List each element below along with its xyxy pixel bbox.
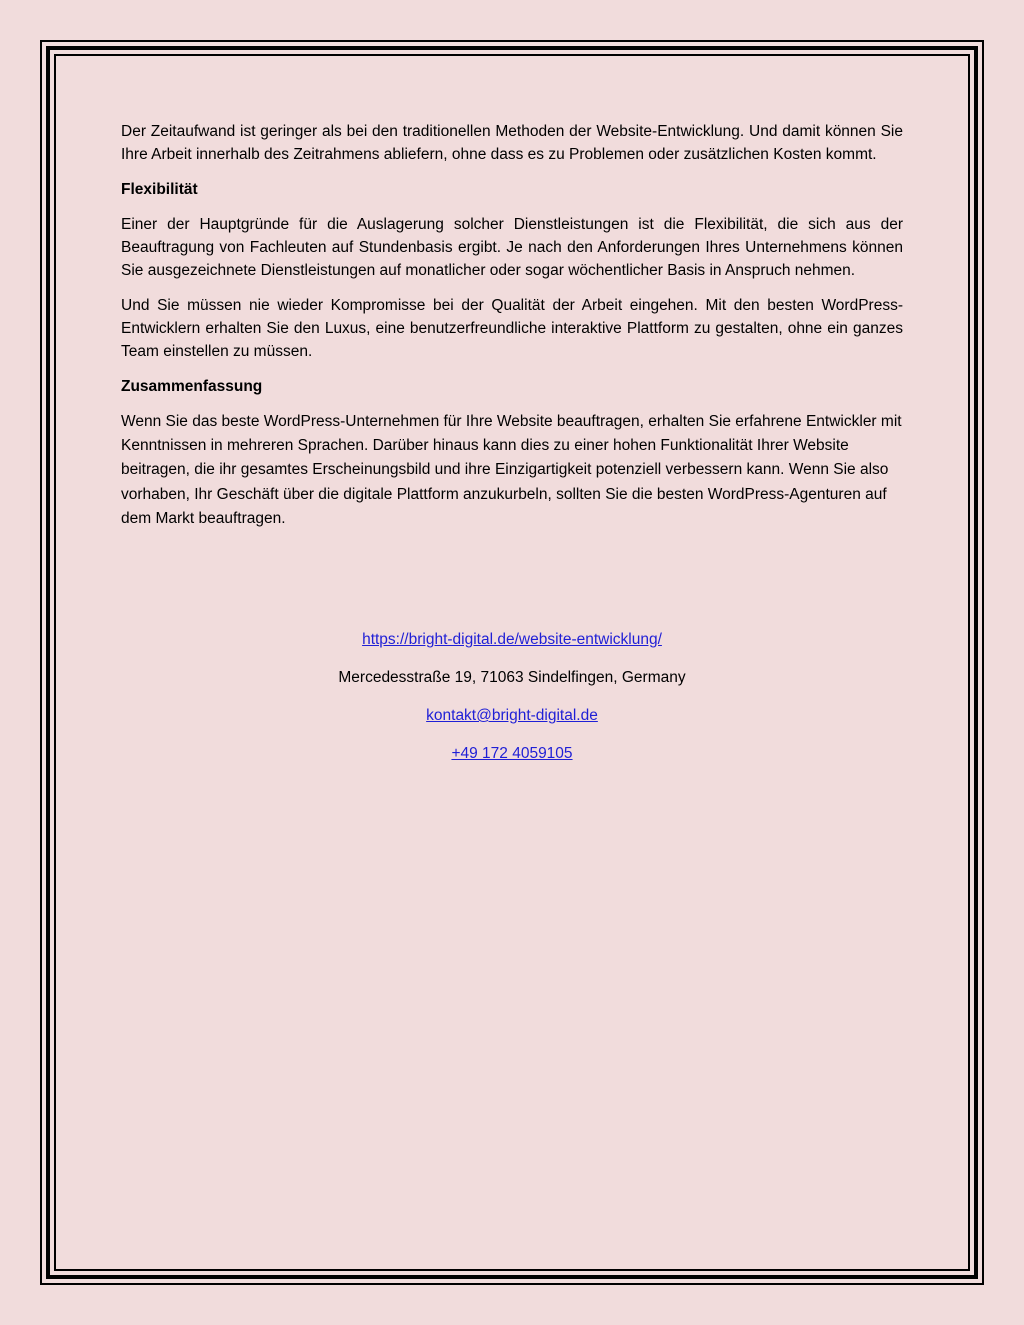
heading-flexibility: Flexibilität bbox=[121, 181, 198, 198]
address-text: Mercedesstraße 19, 71063 Sindelfingen, Germany bbox=[338, 669, 686, 686]
contact-block bbox=[121, 628, 903, 780]
website-link[interactable]: https://bright-digital.de/website-entwicklung/ bbox=[362, 631, 662, 648]
email-link[interactable]: kontakt@bright-digital.de bbox=[426, 707, 598, 724]
paragraph-flexibility: Einer der Hauptgründe für die Auslagerung solcher Dienstleistungen ist die Flexibilität, die sich aus der Beauftragung von Fachleuten auf Stundenbasis ergibt. Je nach den Anforderungen Ihres Unternehmens können Sie ausgezeichnete Dienstleistungen auf monatlicher oder sogar wöchentlicher Basis in Anspruch nehmen. bbox=[121, 216, 903, 279]
phone-link[interactable]: +49 172 4059105 bbox=[451, 745, 573, 762]
paragraph-quality: Und Sie müssen nie wieder Kompromisse bei der Qualität der Arbeit eingehen. Mit den besten WordPress-Entwicklern erhalten Sie den Luxus, eine benutzerfreundliche interaktive Plattform zu gestalten, ohne ein ganzes Team einstellen zu müssen. bbox=[121, 297, 903, 360]
document-body bbox=[121, 120, 903, 543]
heading-summary: Zusammenfassung bbox=[121, 378, 263, 395]
paragraph-time-effort: Der Zeitaufwand ist geringer als bei den traditionellen Methoden der Website-Entwicklung. Und damit können Sie Ihre Arbeit innerhalb des Zeitrahmens abliefern, ohne dass es zu Problemen oder zusätzlichen Kosten kommt. bbox=[121, 123, 903, 163]
paragraph-summary: Wenn Sie das beste WordPress-Unternehmen für Ihre Website beauftragen, erhalten Sie erfahrene Entwickler mit Kenntnissen in mehreren Sprachen. Darüber hinaus kann dies zu einer hohen Funktionalität Ihrer Website beitragen, die ihr gesamtes Erscheinungsbild und ihre Einzigartigkeit potenziell verbessern kann. Wenn Sie also vorhaben, Ihr Geschäft über die digitale Plattform anzukurbeln, sollten Sie die besten WordPress-Agenturen auf dem Markt beauftragen. bbox=[121, 413, 902, 527]
